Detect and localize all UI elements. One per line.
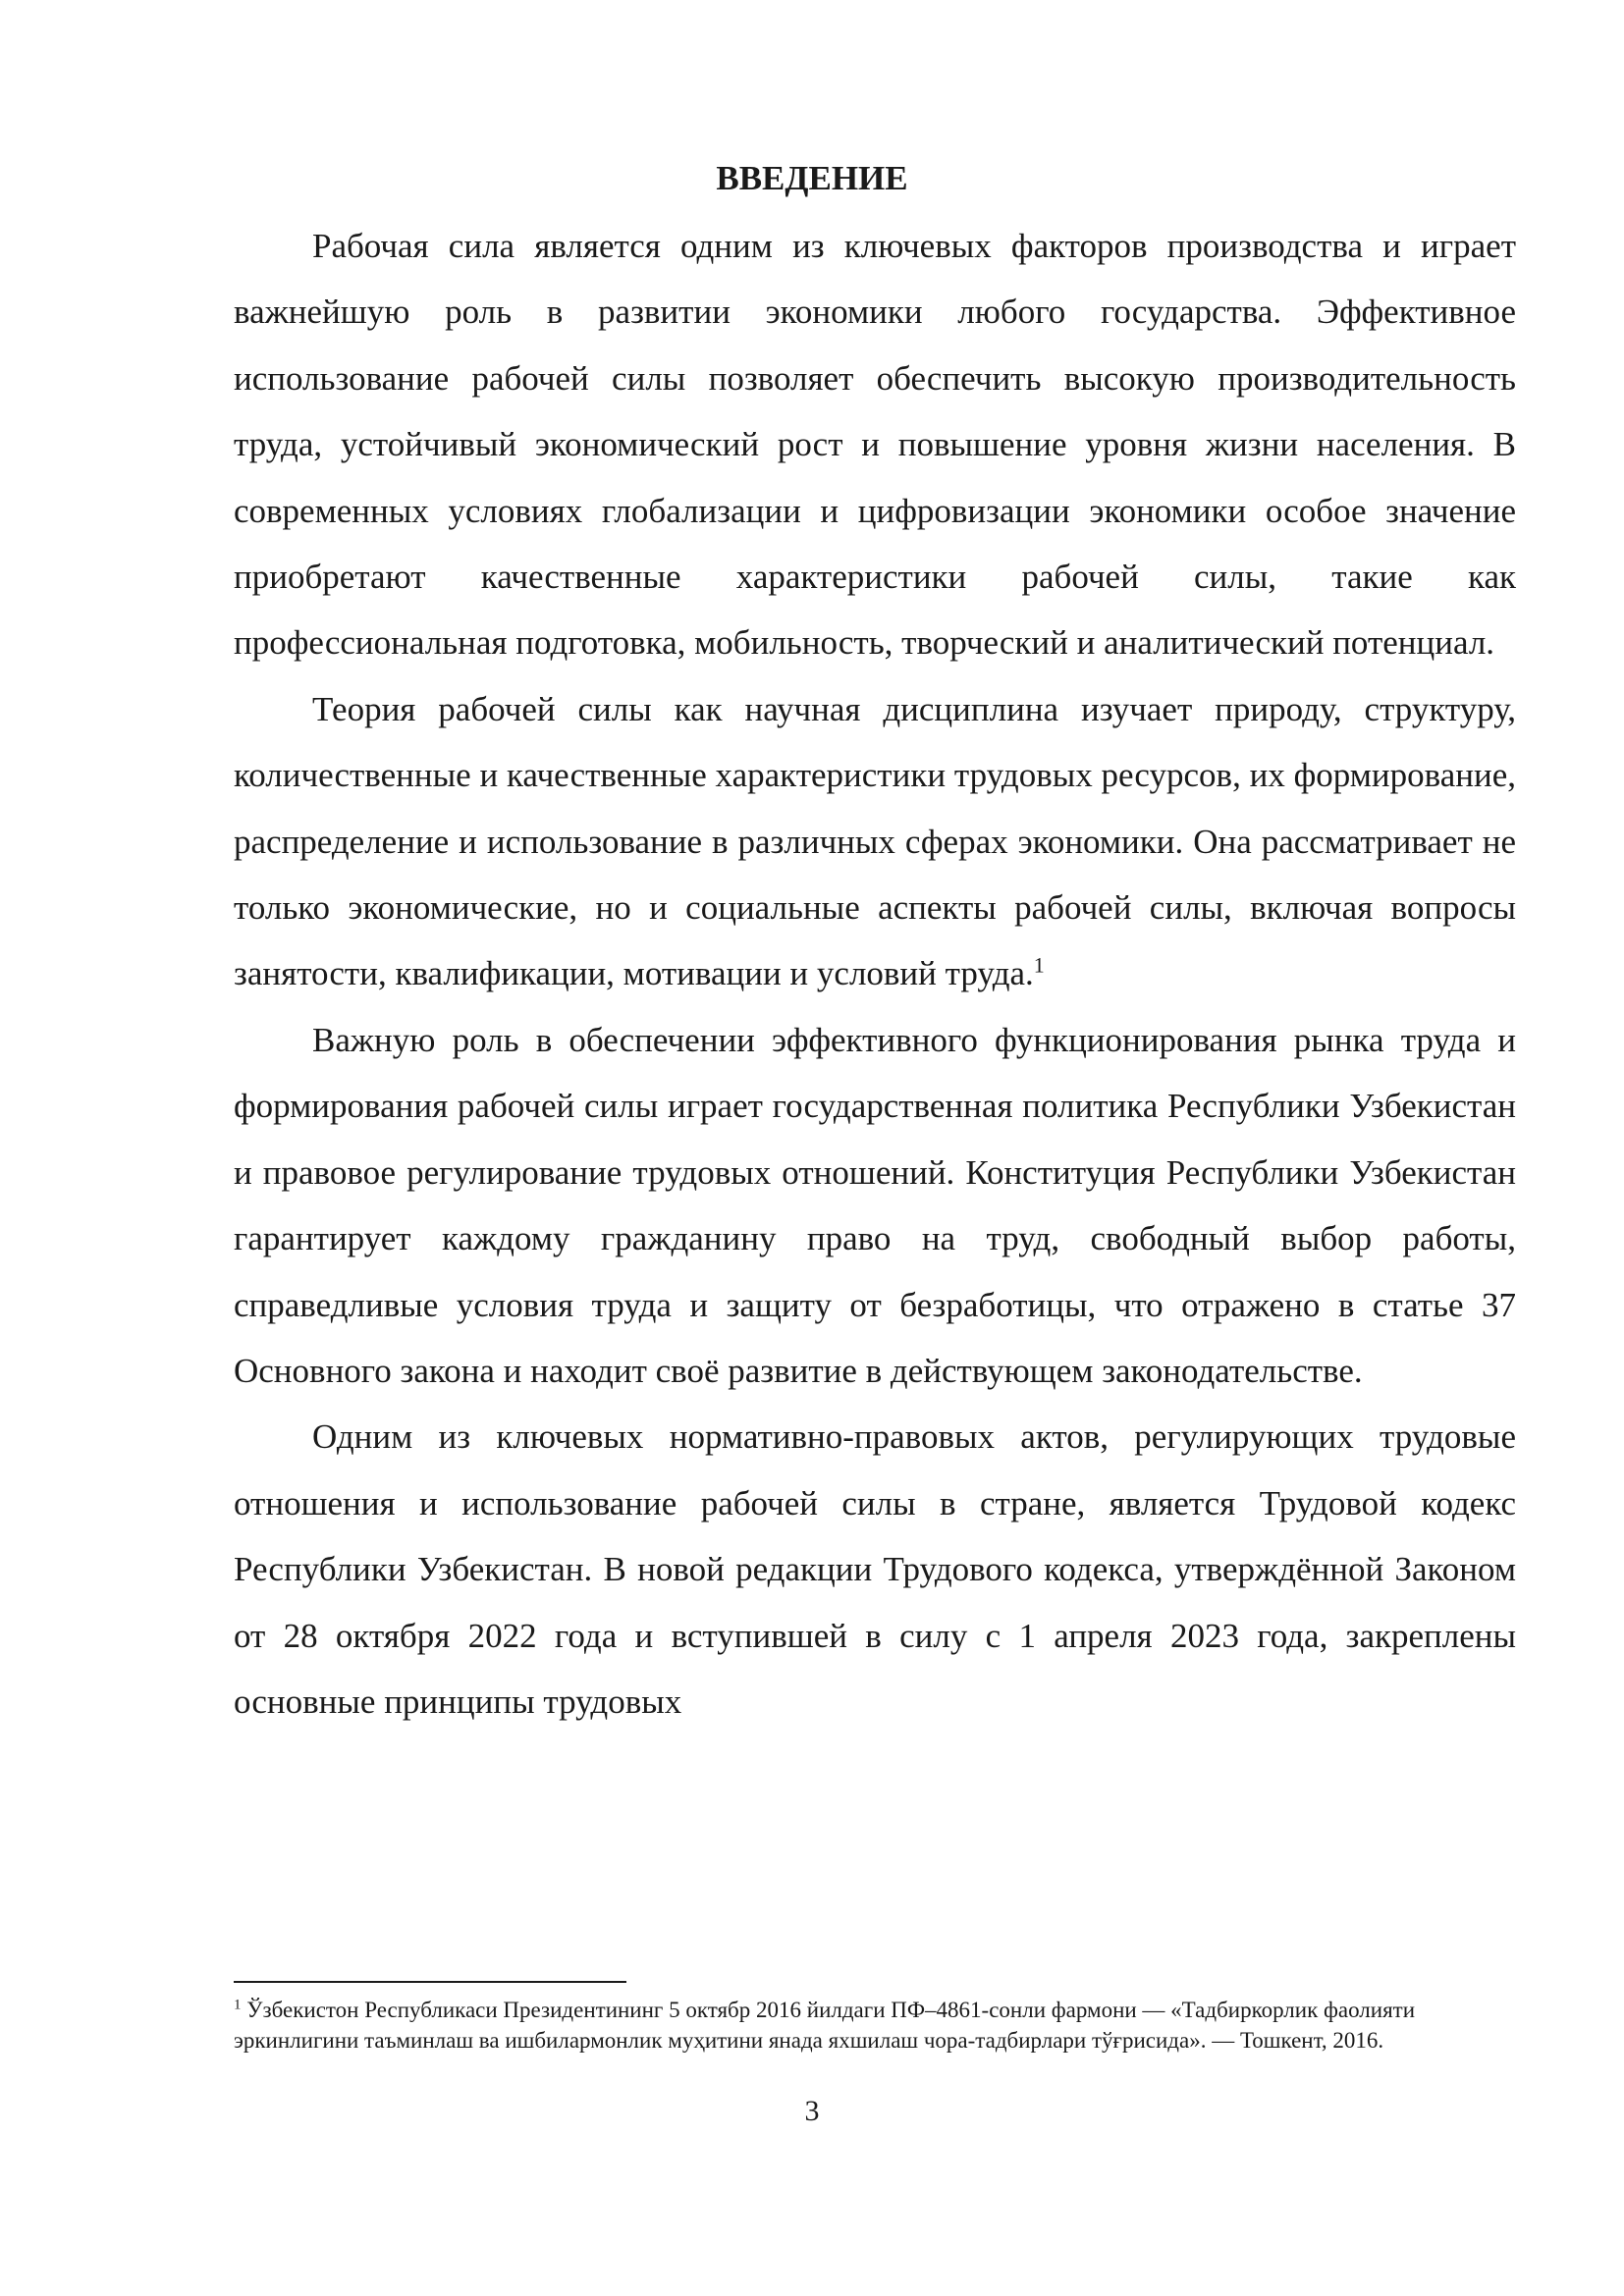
paragraph-2	[234, 676, 1516, 1007]
footnote-text: Ўзбекистон Республикаси Президентининг 5 октябр 2016 йилдаги ПФ–4861-сонли фармони — «Тадбиркорлик фаолияти эркинлигини таъминлаш ва ишбилармонлик муҳитини янада яхшилаш чора-тадбирлари тўғрисида». — Тошкент, 2016.	[234, 1998, 1416, 2053]
paragraph-3-text: Важную роль в обеспечении эффективного функционирования рынка труда и формирования рабочей силы играет государственная политика Республики Узбекистан и правовое регулирование трудовых отношений. Конституция Республики Узбекистан гарантирует каждому гражданину право на труд, свободный выбор работы, справедливые условия труда и защиту от безработицы, что отражено в статье 37 Основного закона и находит своё развитие в действующем законодательстве.	[234, 1020, 1516, 1390]
footnote	[234, 1995, 1516, 2056]
paragraph-4	[234, 1404, 1516, 1735]
footnote-marker: 1	[234, 1997, 242, 2013]
footnote-reference[interactable]: 1	[1033, 952, 1045, 978]
paragraph-2-text: Теория рабочей силы как научная дисциплина изучает природу, структуру, количественные и качественные характеристики трудовых ресурсов, их формирование, распределение и использование в различных сферах экономики. Она рассматривает не только экономические, но и социальные аспекты рабочей силы, включая вопросы занятости, квалификации, мотивации и условий труда.	[234, 689, 1516, 993]
paragraph-1-text: Рабочая сила является одним из ключевых факторов производства и играет важнейшую роль в развитии экономики любого государства. Эффективное использование рабочей силы позволяет обеспечить высокую производительность труда, устойчивый экономический рост и повышение уровня жизни населения. В современных условиях глобализации и цифровизации экономики особое значение приобретают качественные характеристики рабочей силы, такие как профессиональная подготовка, мобильность, творческий и аналитический потенциал.	[234, 227, 1516, 663]
paragraph-1	[234, 213, 1516, 676]
page-number: 3	[804, 2095, 820, 2127]
paragraph-4-text: Одним из ключевых нормативно-правовых актов, регулирующих трудовые отношения и использование рабочей силы в стране, является Трудовой кодекс Республики Узбекистан. В новой редакции Трудового кодекса, утверждённой Законом от 28 октября 2022 года и вступившей в силу с 1 апреля 2023 года, закреплены основные принципы трудовых	[234, 1417, 1516, 1721]
page-heading: ВВЕДЕНИЕ	[716, 159, 908, 197]
paragraph-3	[234, 1007, 1516, 1404]
footnote-divider	[234, 1981, 626, 1983]
body-text	[234, 213, 1516, 1735]
